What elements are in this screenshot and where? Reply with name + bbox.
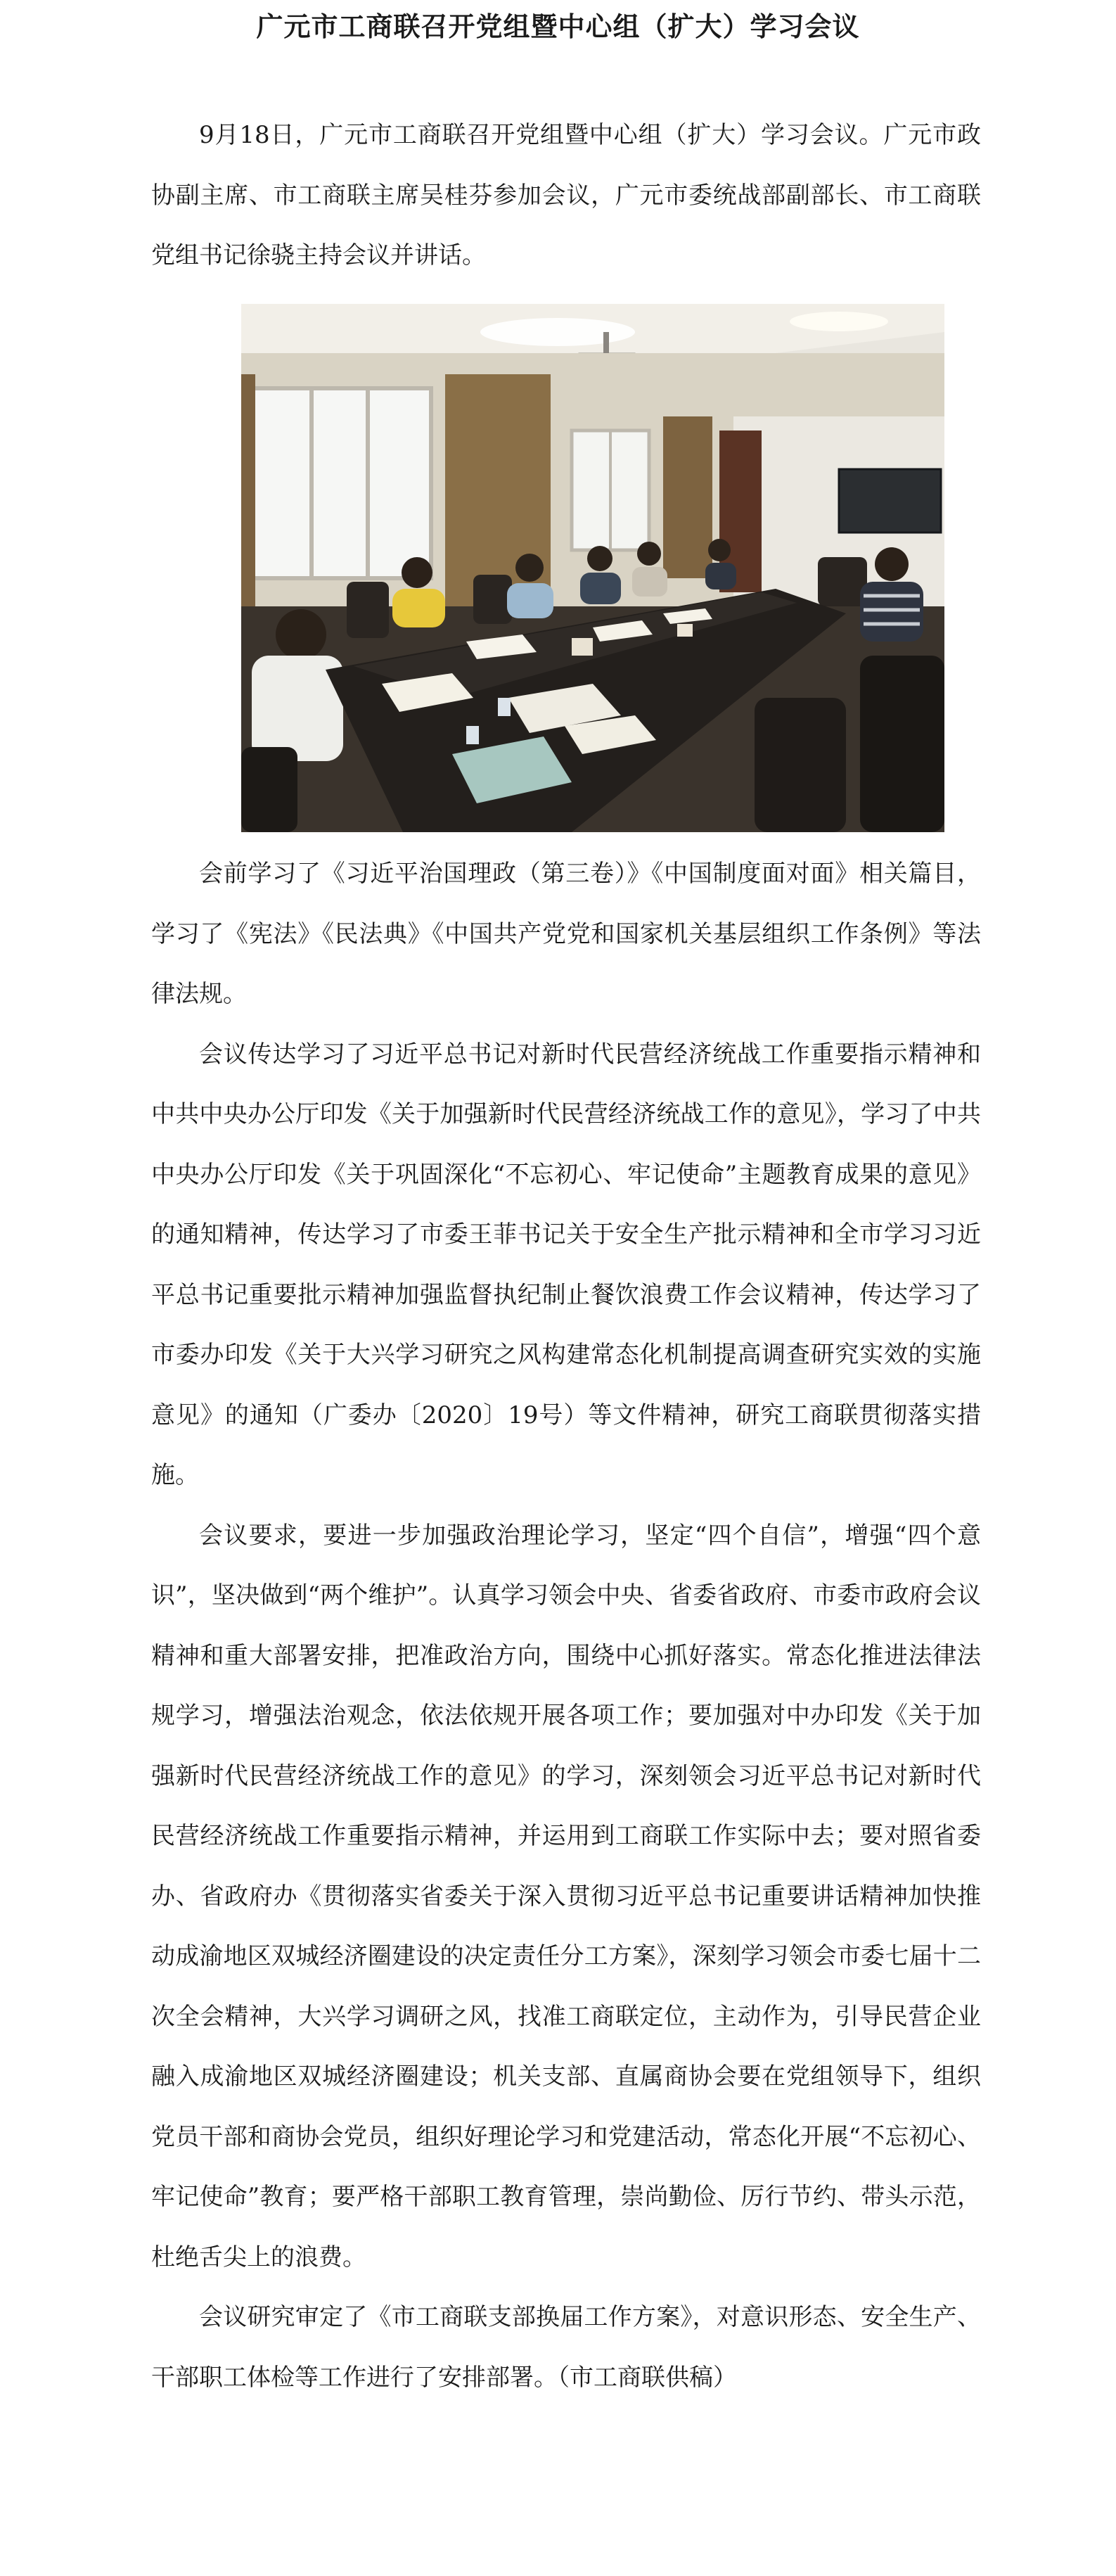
paragraph-requirements: 会议要求，要进一步加强政治理论学习，坚定“四个自信”，增强“四个意识”，坚决做到“两个维护”。认真学习领会中央、省委省政府、市委市政府会议精神和重大部署安排，把准政治方向，围绕中心抓好落实。常态化推进法律法规学习，增强法治观念，依法依规开展各项工作；要加强对中办印发《关于加强新时代民营经济统战工作的意见》的学习，深刻领会习近平总书记对新时代民营经济统战工作重要指示精神，并运用到工商联工作实际中去；要对照省委办、省政府办《贯彻落实省委关于深入贯彻习近平总书记重要讲话精神加快推动成渝地区双城经济圈建设的决定责任分工方案》，深刻学习领会市委七届十二次全会精神，大兴学习调研之风，找准工商联定位，主动作为，引导民营企业融入成渝地区双城经济圈建设；机关支部、直属商协会要在党组领导下，组织党员干部和商协会党员，组织好理论学习和党建活动，常态化开展“不忘初心、牢记使命”教育；要严格干部职工教育管理，崇尚勤俭、厉行节约、带头示范，杜绝舌尖上的浪费。 <box>151 1521 981 2271</box>
article-intro <box>151 106 981 286</box>
meeting-photo <box>241 304 944 832</box>
paragraph-intro: 9月18日，广元市工商联召开党组暨中心组（扩大）学习会议。广元市政协副主席、市工商联主席吴桂芬参加会议，广元市委统战部副部长、市工商联党组书记徐骁主持会议并讲话。 <box>151 121 981 269</box>
paragraph-conveyed: 会议传达学习了习近平总书记对新时代民营经济统战工作重要指示精神和中共中央办公厅印发《关于加强新时代民营经济统战工作的意见》，学习了中共中央办公厅印发《关于巩固深化“不忘初心、牢记使命”主题教育成果的意见》的通知精神，传达学习了市委王菲书记关于安全生产批示精神和全市学习习近平总书记重要批示精神加强监督执纪制止餐饮浪费工作会议精神，传达学习了市委办印发《关于大兴学习研究之风构建常态化机制提高调查研究实效的实施意见》的通知（广委办〔2020〕19号）等文件精神，研究工商联贯彻落实措施。 <box>151 1040 981 1489</box>
paragraph-closing: 会议研究审定了《市工商联支部换届工作方案》，对意识形态、安全生产、干部职工体检等工作进行了安排部署。（市工商联供稿） <box>151 2303 981 2392</box>
article-title: 广元市工商联召开党组暨中心组（扩大）学习会议 <box>256 11 860 42</box>
article-body <box>151 844 981 2408</box>
paragraph-study: 会前学习了《习近平治国理政（第三卷）》《中国制度面对面》相关篇目，学习了《宪法》《民法典》《中国共产党党和国家机关基层组织工作条例》等法律法规。 <box>151 860 981 1008</box>
